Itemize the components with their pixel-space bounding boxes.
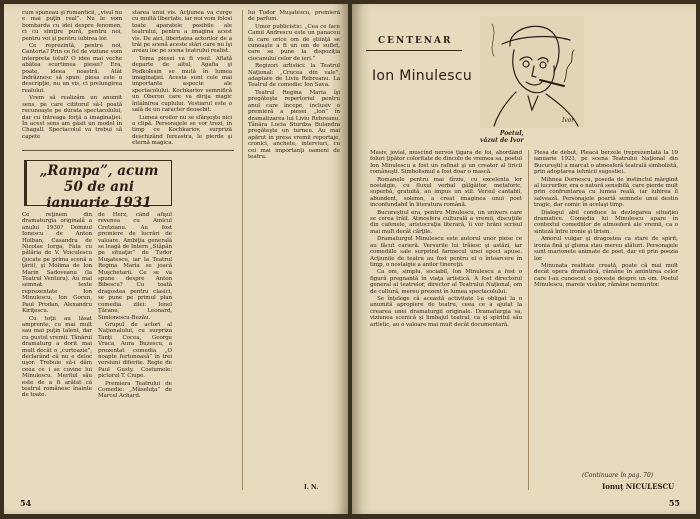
left-col2-top bbox=[132, 10, 232, 146]
section-label: CENTENAR bbox=[378, 36, 453, 46]
article-title: Ion Minulescu bbox=[372, 68, 472, 84]
paragraph: lui Tudor Muşatescu, premieră de parfum. bbox=[248, 10, 340, 23]
paragraph: Ce reprezintă, pentru noi, Cantoria? Prin ce fel de viziune vom interpreta totul? O idee mai veche abătea scurtimea piesei? Era, poate, ideea noastră. Atât îndrăznesc să spun: piesa este o descripţie, nu un vis, ci prelungirea realului. bbox=[22, 43, 122, 94]
paragraph: Regizori artistici: la Teatrul Naţional: „Crucea din vale”, adaptare de Liviu Rebreanu. La Teatrul de comedie: Ion Sava. bbox=[248, 63, 340, 89]
paragraph: cum spuneau şi romanticii, „visul nu e mai puţin real”. Nu le vom bombarda cu idei despre fenomen, ci cu simţire pură, pentru noi, pentru voi şi pentru iubirea lor. bbox=[22, 10, 122, 42]
paragraph: Umor publicistic: „Cea ce face Camil Andrescu este un panaceu în care orice om de ştiinţă se cunoaşte a fi un om de suflet, care se pune la dispoziţia ciocanului celor de ieri.” bbox=[248, 23, 340, 62]
svg-text:Ivor: Ivor bbox=[562, 117, 575, 124]
left-col1-top bbox=[22, 10, 122, 146]
paragraph: Vrem să realizăm un anumit sens, pe care cititorul să-l poată recunoaşte pe durata spectacolului, dar cu întreaga forţă a imaginaţiei. În acest sens am găsit un model în Chagall. Spectacolul va trebui să capete bbox=[22, 95, 122, 140]
article-author: Ionuţ NICULESCU bbox=[602, 482, 675, 491]
paragraph: Dialogul abil conduce la dezlegarea situaţiei dramatice. Comedia lui Minulescu apare în contextul comediilor de atmosferă ale vremii, ca o sinteză între ironie şi lirism. bbox=[534, 209, 678, 235]
paragraph: Premiera Teatrului de Comedie: „Măseluţa” de Marcel Achard. bbox=[98, 380, 172, 400]
left-col3 bbox=[248, 10, 340, 478]
paragraph: Mihnea Dornescu, poseda de instinctul mărginit al lucrurilor, era o natură sensibilă, care pierde mult prin confruntarea cu lumea reală, iar iubirea îl salvează. Personajele poartă semnele unui destin tragic, dar comic în acelaşi timp. bbox=[534, 176, 678, 209]
page-number-right: 55 bbox=[668, 498, 680, 508]
column-rule bbox=[242, 10, 243, 490]
section-rule bbox=[366, 50, 462, 51]
caption-line: văzut de Ivor bbox=[480, 137, 524, 144]
caption-line: Poetul, bbox=[499, 130, 524, 137]
right-col2 bbox=[534, 150, 678, 468]
paragraph: Bucureştiul era, pentru Minulescu, un univers care se cerea trăit. Atmosfera culturală a vremii, discuţiile din cafenele, aristocraţia literară, îi vor hrăni scrisul mai mult decât cărţile. bbox=[370, 209, 522, 235]
column-rule bbox=[528, 150, 529, 490]
right-page bbox=[352, 4, 696, 514]
paragraph: de Herz, când afişul revenea cu Amicul Cretzianu. Au fost premiere de lucrări de valoare. Ambiţia generală se leagă de Intern „Stăpân pe situaţie” de Tudor Muşatescu, iar la Teatrul Regina Maria se joacă Muşchetarii. Ce se va spune despre Anton Bibescu? Cu toată dragostea pentru clasici, se pune pe primul plan comedia zilei: Ionel Ţăranu, Leonard, Simionescu-Buzău. bbox=[98, 212, 172, 321]
paragraph: Minunata realitate creată, poate că mai mult decât opera dramatică, rămâne în amintirea celor care l-au cunoscut o poveste despre un om. Poetul Minulescu, marele visător, rămâne nemuritor. bbox=[534, 262, 678, 289]
portrait-caption bbox=[480, 130, 524, 144]
paragraph: starea unui vis. Acţiunea va curge cu multă libertate, iar noi vom folosi toate aparatele posibile ale teatrului, pentru a imagina acest vis. De aici, libertatea actorilor de a trăi pe scenă aceste stări care nu îşi aveau loc pe scena teatrului realist. bbox=[132, 10, 232, 55]
paragraph: Grupul de actori al Naţionalului, cu surpriza Tanţi Cocea, George Vraca, Aura Buzescu, a prezentat comedia „O noapte furtunoasă” în trei versiuni diferite. Regie de Paul Gusty. Costumele: pictorul T. Ciupe. bbox=[98, 321, 172, 380]
paragraph: Ca om, simplu, sociabil, Ion Minulescu a fost o figură pregnantă în viaţa artistică. A fost directorul general al teatrelor, director al Teatrului Naţional, om de cultură, mereu prezent în lumea spectacolului. bbox=[370, 269, 522, 295]
paragraph: Se înţelege că această activitate l-a obligat la o anumită apropiere de teatru, ceea ce a ajutat la crearea unei dramaturgii originale. Dramaturgia sa, viziunea scenică şi limbajul teatral, ca şi spiritul său artistic, au o valoare mai mult decât documentară. bbox=[370, 295, 522, 328]
left-col1-bottom bbox=[22, 212, 92, 496]
paragraph: Dramaturgul Minulescu este autorul unor piese ce au făcut carieră. Versurile lui trăiesc şi astăzi, iar comediile sale surprind farmecul unei epoci apuse. Acţiunile de teatru au fost pentru el o întoarcere în timp, o nostalgie a anilor tinereţii. bbox=[370, 236, 522, 268]
continuation-note: (Continuare în pag. 70) bbox=[582, 472, 654, 479]
paragraph: Lumea eroilor nu se sfârşeşte nici o clipă. Personajele se vor trezi, în timp ce Kochkariov, surpriză deschizând fereastra, le pierde şi eternă magica. bbox=[132, 114, 232, 146]
paragraph: Piesa de debut, Pleacă berzele (reprezentată la 19 ianuarie 1921, pe scena Teatrului Naţional din Bucureşti) a marcat o atmosferă teatrală simbolistă, prin adoptarea tehnicii sugestiei. bbox=[534, 150, 678, 176]
rampa-headline-box bbox=[24, 160, 172, 211]
right-col1 bbox=[370, 150, 522, 494]
left-page bbox=[4, 4, 348, 514]
poet-portrait-sketch bbox=[480, 16, 584, 128]
paragraph: Cu toţii au lăsat amprente, cu mai mult sau mai puţin talent, dar cu gustul vremii. Tânărul dramaturg a dorit mai mult decât o „curtoazie”, declarând că nu e deloc uşor. Trebuie să-i dăm ceea ce i se cuvine lui Minulescu. Meritul său este de a fi arătat că teatrul românesc înainte de toate. bbox=[22, 315, 92, 399]
paragraph: Teatrul Regina Maria îşi pregăteşte repertoriul pentru anul care începe, inclusiv o premieră a piesei „Ion” în dramatizarea lui Liviu Rebreanu. Tânăra Lucia Sturdza Bulandra pregăteşte un turneu. Au mai apărut în presa vremii reportaje, cronici, anchete, interviuri, cu cei mai importanţi oameni de teatru. bbox=[248, 89, 340, 160]
paragraph: Ce reţinem din dramaturgia originală a anului 1930? Domnul Ionescu de Anton Holban, Casandra de Nicolae Iorga, Fata cu pălăria de V. Voiculescu (jucate pe prima scenă a ţării), şi Molima de Ion Marin Sadoveanu (la Teatrul Ventura). Au mai semnat texte reprezentate Ion Minulescu, Ion Gorun, Paul Prodan, Alexandru Kiriţescu. bbox=[22, 212, 92, 315]
left-col2-bottom bbox=[98, 212, 172, 496]
paragraph: Masiv, jovial, muscind nervos ţigara de foi, abordând foluri ţipător coloritate de dincolo de vremea sa, poetul Ion Minulescu a fost un rafinat şi un creator al liricii româneşti. Simbolismul a fost doar o mască. bbox=[370, 150, 522, 176]
section-divider bbox=[22, 150, 234, 151]
paragraph: Romanele pentru mai tîrziu, cu excelenta lor nostalgie, cu fluxul verbal gâlgâitor, metaforic, superbă, gratuită, au impus un stil. Versul cantabil, abundent, solemn, a creat imaginea unui poet inconfundabil în literatura română. bbox=[370, 176, 522, 209]
article-signature: I. N. bbox=[304, 484, 319, 491]
page-number-left: 54 bbox=[20, 498, 32, 508]
paragraph: Tema piesei va fi visul. Aflată departe de altul, Agafia şi Podkolesin se mută în lumea imaginaţiei. Acesta sunt cele mai importante aspecte ale spectacolului. Kochkariov semnifică un Oberon care va dirija magic întâlnirea cuplului. Vestiarul este o sală de un caracter deosebit. bbox=[132, 55, 232, 114]
rampa-headline: „Rampa”, acum 50 de ani ianuarie 1931 bbox=[39, 163, 159, 211]
paragraph: Amorul vulgar şi dragostea ca stare de spirit, ironia fină şi gluma stau mereu alături. Personajele sunt marionete animate de poet, dar vii prin poezia lor. bbox=[534, 236, 678, 262]
